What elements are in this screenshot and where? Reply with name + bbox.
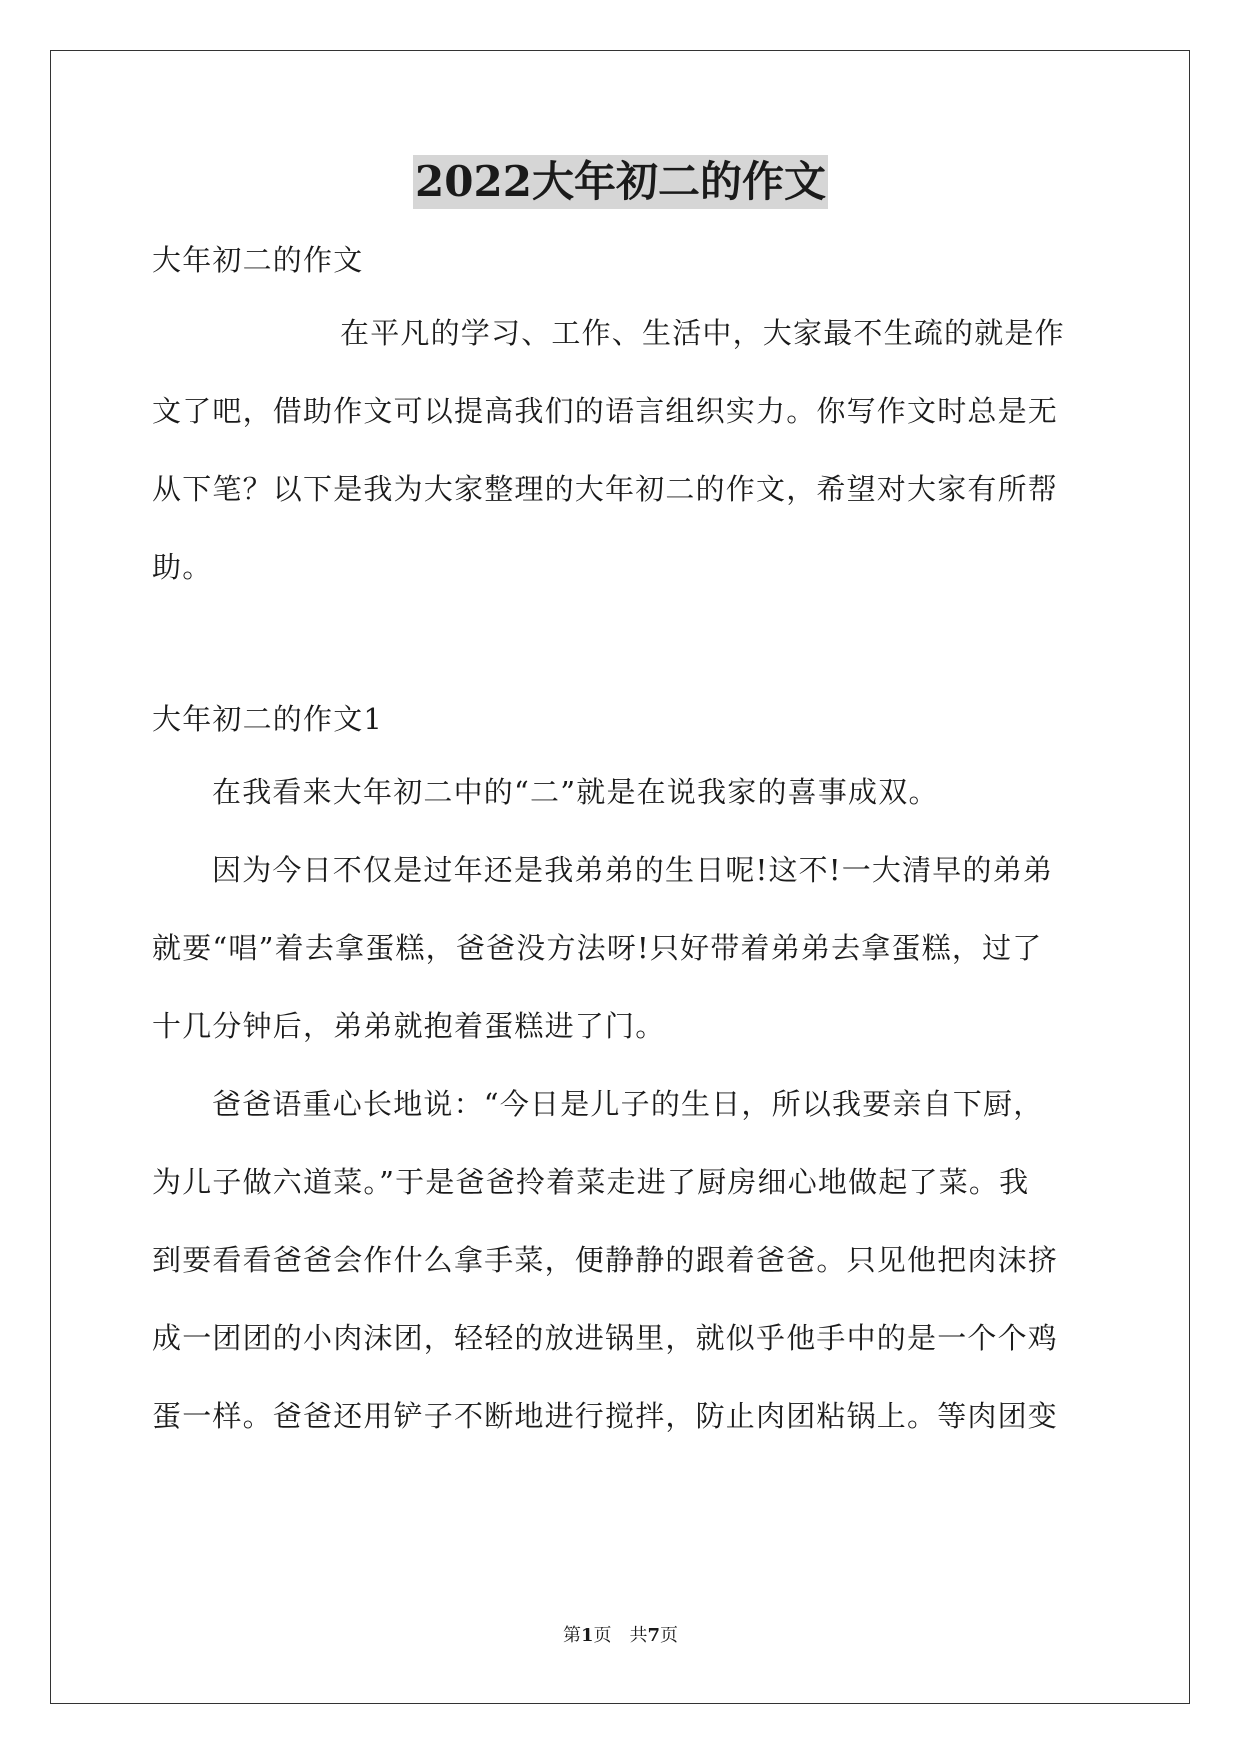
footer-middle: 页 共	[593, 1625, 648, 1646]
paragraph-line: 助。	[152, 550, 213, 584]
paragraph-line: 在平凡的学习、工作、生活中，大家最不生疏的就是作	[340, 316, 1065, 350]
paragraph-line: 在我看来大年初二中的“二”就是在说我家的喜事成双。	[212, 775, 939, 809]
footer-page-number: 1	[580, 1625, 594, 1646]
paragraph-line: 到要看看爸爸会作什么拿手菜，便静静的跟着爸爸。只见他把肉沫挤	[152, 1243, 1059, 1277]
paragraph-line: 蛋一样。爸爸还用铲子不断地进行搅拌，防止肉团粘锅上。等肉团变	[152, 1399, 1059, 1433]
footer-prefix: 第	[562, 1625, 581, 1646]
title-container	[0, 155, 1241, 209]
paragraph-line: 爸爸语重心长地说：“今日是儿子的生日，所以我要亲自下厨，	[212, 1087, 1044, 1121]
paragraph-line: 文了吧，借助作文可以提高我们的语言组织实力。你写作文时总是无	[152, 394, 1059, 428]
paragraph-line: 为儿子做六道菜。”于是爸爸拎着菜走进了厨房细心地做起了菜。我	[152, 1165, 1030, 1199]
subtitle-line: 大年初二的作文	[152, 243, 364, 277]
section-heading: 大年初二的作文1	[152, 702, 384, 736]
paragraph-line: 从下笔？以下是我为大家整理的大年初二的作文，希望对大家有所帮	[152, 472, 1059, 506]
paragraph-line: 就要“唱”着去拿蛋糕，爸爸没方法呀!只好带着弟弟去拿蛋糕，过了	[152, 931, 1043, 965]
paragraph-line: 成一团团的小肉沫团，轻轻的放进锅里，就似乎他手中的是一个个鸡	[152, 1321, 1059, 1355]
paragraph-line: 十几分钟后，弟弟就抱着蛋糕进了门。	[152, 1009, 666, 1043]
page-footer	[0, 1624, 1241, 1648]
footer-suffix: 页	[660, 1625, 679, 1646]
document-title: 2022大年初二的作文	[413, 155, 828, 209]
paragraph-line: 因为今日不仅是过年还是我弟弟的生日呢!这不!一大清早的弟弟	[212, 853, 1054, 887]
footer-total-pages: 7	[647, 1625, 661, 1646]
